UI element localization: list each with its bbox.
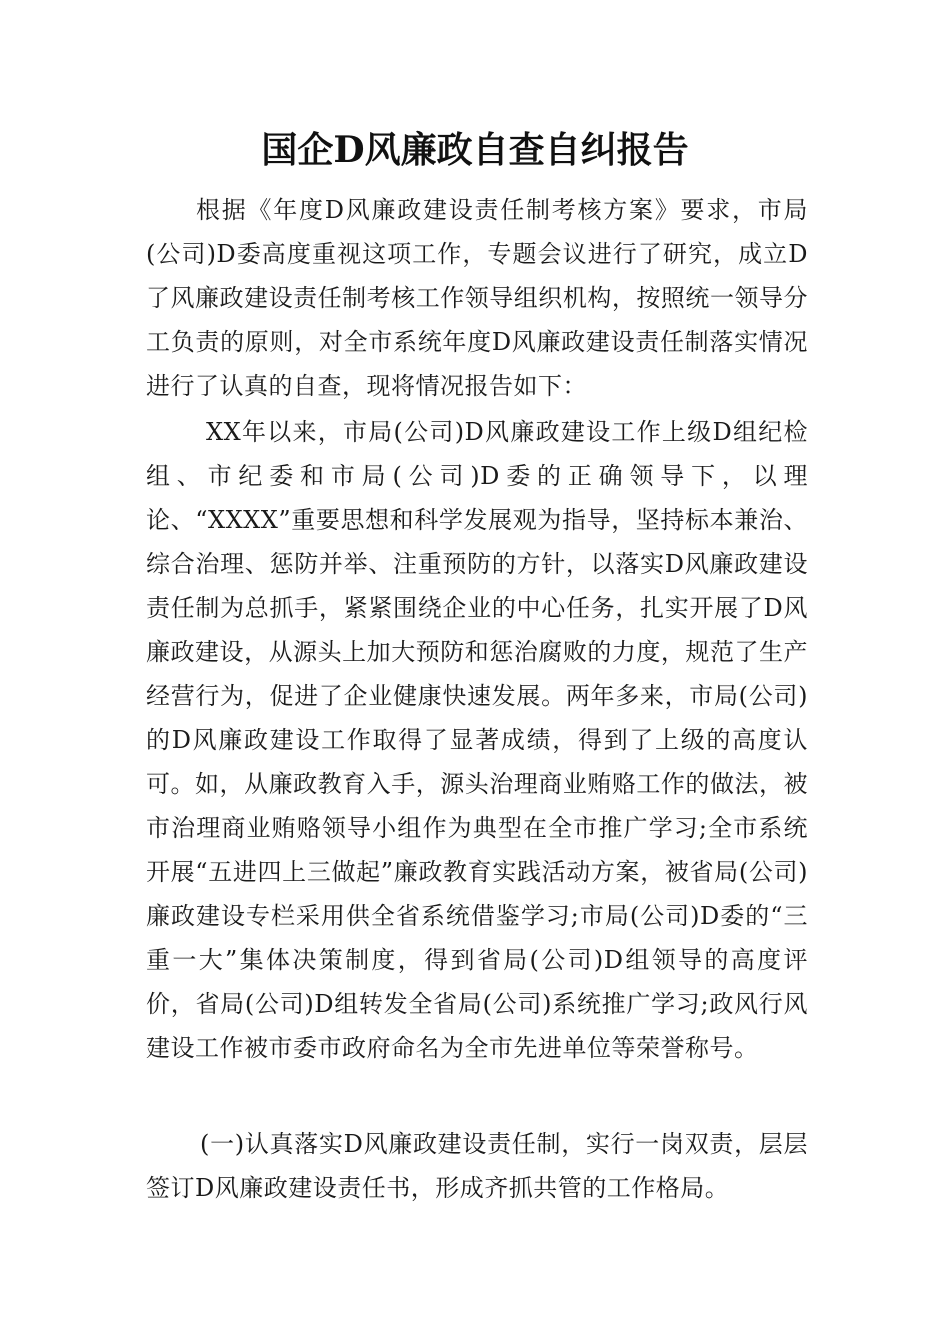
document-title: 国企D风廉政自查自纠报告	[261, 129, 689, 171]
paragraph-section-1: (一)认真落实D风廉政建设责任制，实行一岗双责，层层签订D风廉政建设责任书，形成齐抓共管的工作格局。	[146, 1130, 808, 1202]
paragraph-intro: 根据《年度D风廉政建设责任制考核方案》要求，市局(公司)D委高度重视这项工作，专题会议进行了研究，成立D了风廉政建设责任制考核工作领导组织机构，按照统一领导分工负责的原则，对全市系统年度D风廉政建设责任制落实情况进行了认真的自查，现将情况报告如下：	[146, 196, 808, 400]
paragraph-overview: XX年以来，市局(公司)D风廉政建设工作上级D组纪检组、市纪委和市局(公司)D委的正确领导下，以理论、“XXXX”重要思想和科学发展观为指导，坚持标本兼治、综合治理、惩防并举、注重预防的方针，以落实D风廉政建设责任制为总抓手，紧紧围绕企业的中心任务，扎实开展了D风廉政建设，从源头上加大预防和惩治腐败的力度，规范了生产经营行为，促进了企业健康快速发展。两年多来，市局(公司)的D风廉政建设工作取得了显著成绩，得到了上级的高度认可。如，从廉政教育入手，源头治理商业贿赂工作的做法，被市治理商业贿赂领导小组作为典型在全市推广学习;全市系统开展“五进四上三做起”廉政教育实践活动方案，被省局(公司)廉政建设专栏采用供全省系统借鉴学习;市局(公司)D委的“三重一大”集体决策制度，得到省局(公司)D组领导的高度评价，省局(公司)D组转发全省局(公司)系统推广学习;政风行风建设工作被市委市政府命名为全市先进单位等荣誉称号。	[146, 418, 808, 1062]
